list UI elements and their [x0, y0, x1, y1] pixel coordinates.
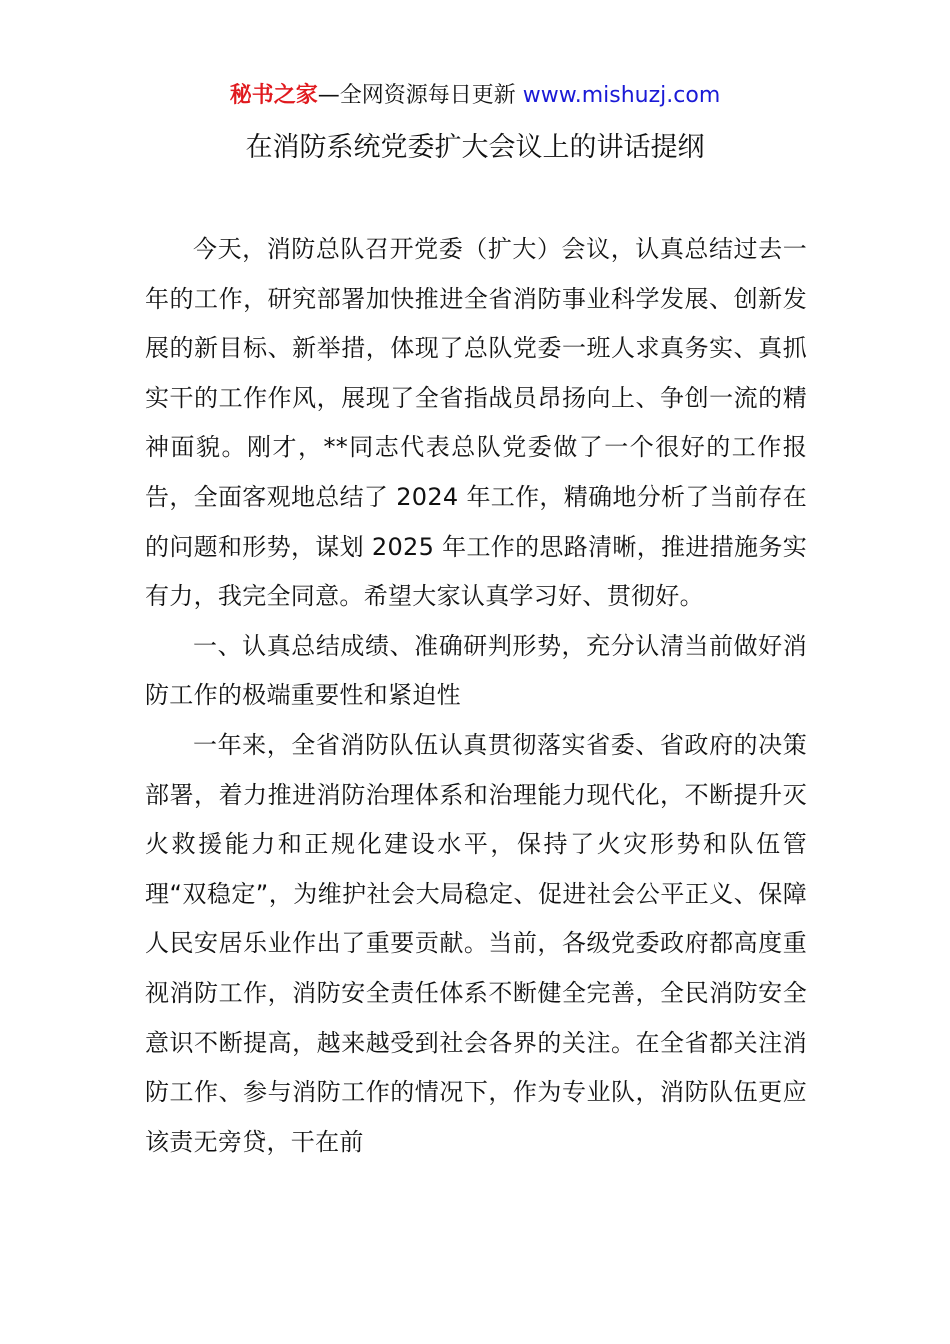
brand-name: 秘书之家 [229, 83, 318, 108]
intro-paragraph: 今天，消防总队召开党委（扩大）会议，认真总结过去一年的工作，研究部署加快推进全省消防事业科学发展、创新发展的新目标、新举措，体现了总队党委一班人求真务实、真抓实干的工作作风，展现了全省指战员昂扬向上、争创一流的精神面貌。刚才，**同志代表总队党委做了一个很好的工作报告，全面客观地总结了 2024 年工作，精确地分析了当前存在的问题和形势，谋划 2025 年工作的思路清晰，推进措施务实有力，我完全同意。希望大家认真学习好、贯彻好。 [145, 235, 807, 611]
site-header [0, 80, 950, 112]
header-tagline: —全网资源每日更新 [317, 83, 523, 108]
site-url-link[interactable]: www.mishuzj.com [522, 83, 721, 108]
document-body [145, 225, 807, 1167]
body-paragraph: 一年来，全省消防队伍认真贯彻落实省委、省政府的决策部署，着力推进消防治理体系和治理能力现代化，不断提升灭火救援能力和正规化建设水平，保持了火灾形势和队伍管理“双稳定”，为维护社会大局稳定、促进社会公平正义、保障人民安居乐业作出了重要贡献。当前，各级党委政府都高度重视消防工作，消防安全责任体系不断健全完善，全民消防安全意识不断提高，越来越受到社会各界的关注。在全省都关注消防工作、参与消防工作的情况下，作为专业队，消防队伍更应该责无旁贷，干在前 [145, 730, 807, 1156]
section-heading-1: 一、认真总结成绩、准确研判形势，充分认清当前做好消防工作的极端重要性和紧迫性 [145, 631, 807, 710]
document-title: 在消防系统党委扩大会议上的讲话提纲 [245, 132, 705, 163]
